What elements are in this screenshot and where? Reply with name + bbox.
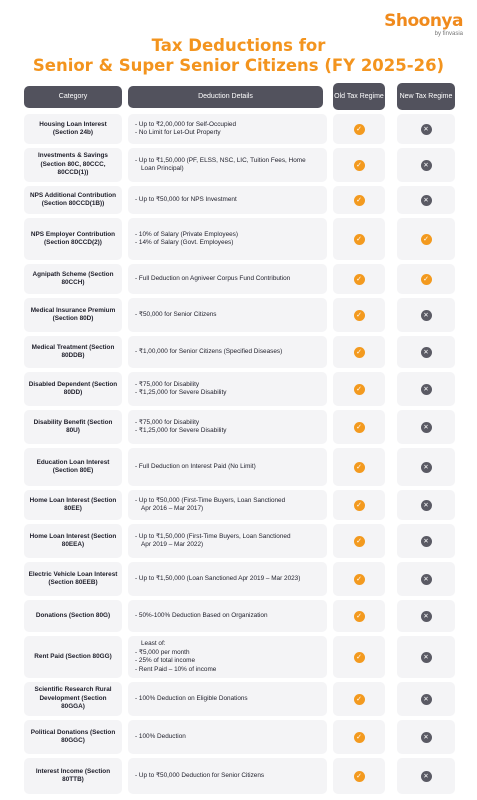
old-regime-status xyxy=(333,524,385,558)
detail-line: - ₹50,000 for Senior Citizens xyxy=(135,310,217,318)
old-regime-status xyxy=(333,720,385,754)
detail-line: - Full Deduction on Agniveer Corpus Fund Contribution xyxy=(135,274,291,282)
row-category: Home Loan Interest (Section 80EE) xyxy=(24,490,122,520)
row-category: NPS Employer Contribution (Section 80CCD(2)) xyxy=(24,218,122,260)
header-category: Category xyxy=(24,86,122,108)
detail-line: - Up to ₹50,000 for NPS Investment xyxy=(135,195,237,203)
detail-line: - 25% of total income xyxy=(135,657,196,664)
row-category: Political Donations (Section 80GGC) xyxy=(24,720,122,754)
row-details xyxy=(128,758,327,794)
header-new-regime: New Tax Regime xyxy=(397,83,455,110)
brand-name: Shoonya xyxy=(384,11,463,31)
brand-tagline: by finvasia xyxy=(434,31,463,37)
check-icon: ✓ xyxy=(354,732,365,743)
new-regime-status xyxy=(397,148,455,182)
detail-line: - 100% Deduction on Eligible Donations xyxy=(135,694,248,702)
cross-icon: ✕ xyxy=(421,384,432,395)
check-icon: ✓ xyxy=(354,124,365,135)
old-regime-status xyxy=(333,298,385,332)
cross-icon: ✕ xyxy=(421,347,432,358)
old-regime-status xyxy=(333,636,385,678)
detail-line: - 50%-100% Deduction Based on Organization xyxy=(135,611,268,619)
check-icon: ✓ xyxy=(354,274,365,285)
new-regime-status xyxy=(397,524,455,558)
detail-line: - ₹5,000 per month xyxy=(135,648,190,656)
detail-line: - Up to ₹1,50,000 (Loan Sanctioned Apr 2019 – Mar 2023) xyxy=(135,574,301,582)
old-regime-status xyxy=(333,410,385,444)
row-category: Medical Insurance Premium (Section 80D) xyxy=(24,298,122,332)
old-regime-status xyxy=(333,490,385,520)
new-regime-status xyxy=(397,448,455,486)
cross-icon: ✕ xyxy=(421,462,432,473)
row-category: Interest Income (Section 80TTB) xyxy=(24,758,122,794)
check-icon: ✓ xyxy=(354,347,365,358)
old-regime-status xyxy=(333,218,385,260)
detail-line: Apr 2016 – Mar 2017) xyxy=(141,505,204,512)
detail-line: - Up to ₹50,000 Deduction for Senior Citizens xyxy=(135,771,265,779)
row-details xyxy=(128,490,327,520)
row-details xyxy=(128,682,327,716)
old-regime-status xyxy=(333,186,385,214)
row-category: Medical Treatment (Section 80DDB) xyxy=(24,336,122,368)
cross-icon: ✕ xyxy=(421,694,432,705)
row-category: Home Loan Interest (Section 80EEA) xyxy=(24,524,122,558)
row-category: NPS Additional Contribution (Section 80CCD(1B)) xyxy=(24,186,122,214)
row-details xyxy=(128,524,327,558)
check-icon: ✓ xyxy=(421,274,432,285)
check-icon: ✓ xyxy=(354,771,365,782)
row-details xyxy=(128,148,327,182)
new-regime-status xyxy=(397,186,455,214)
cross-icon: ✕ xyxy=(421,652,432,663)
new-regime-status xyxy=(397,720,455,754)
cross-icon: ✕ xyxy=(421,500,432,511)
row-details xyxy=(128,562,327,596)
detail-line: - Full Deduction on Interest Paid (No Limit) xyxy=(135,462,256,470)
check-icon: ✓ xyxy=(354,384,365,395)
check-icon: ✓ xyxy=(354,462,365,473)
old-regime-status xyxy=(333,336,385,368)
detail-line: Apr 2019 – Mar 2022) xyxy=(141,541,204,548)
cross-icon: ✕ xyxy=(421,574,432,585)
cross-icon: ✕ xyxy=(421,124,432,135)
old-regime-status xyxy=(333,114,385,144)
detail-line: - 10% of Salary (Private Employees) xyxy=(135,230,238,238)
check-icon: ✓ xyxy=(354,694,365,705)
row-details xyxy=(128,186,327,214)
row-category: Investments & Savings (Section 80C, 80CCC, 80CCD(1)) xyxy=(24,148,122,182)
cross-icon: ✕ xyxy=(421,732,432,743)
cross-icon: ✕ xyxy=(421,771,432,782)
row-category: Disability Benefit (Section 80U) xyxy=(24,410,122,444)
detail-line: - ₹75,000 for Disability xyxy=(135,418,200,426)
cross-icon: ✕ xyxy=(421,195,432,206)
cross-icon: ✕ xyxy=(421,536,432,547)
new-regime-status xyxy=(397,264,455,294)
new-regime-status xyxy=(397,490,455,520)
new-regime-status xyxy=(397,562,455,596)
cross-icon: ✕ xyxy=(421,160,432,171)
header-details: Deduction Details xyxy=(128,86,323,108)
detail-line: - Up to ₹1,50,000 (First-Time Buyers, Loan Sanctioned xyxy=(135,532,291,540)
detail-line: - Up to ₹50,000 (First-Time Buyers, Loan Sanctioned xyxy=(135,496,286,504)
row-details xyxy=(128,264,327,294)
row-category: Scientific Research Rural Development (Section 80GGA) xyxy=(24,682,122,716)
check-icon: ✓ xyxy=(354,310,365,321)
row-details xyxy=(128,448,327,486)
row-category: Housing Loan Interest (Section 24b) xyxy=(24,114,122,144)
old-regime-status xyxy=(333,758,385,794)
row-category: Donations (Section 80G) xyxy=(24,600,122,632)
detail-line: Loan Principal) xyxy=(141,165,184,172)
check-icon: ✓ xyxy=(354,500,365,511)
row-details xyxy=(128,372,327,406)
old-regime-status xyxy=(333,562,385,596)
row-details xyxy=(128,720,327,754)
cross-icon: ✕ xyxy=(421,422,432,433)
detail-line: - ₹1,25,000 for Severe Disability xyxy=(135,389,227,396)
old-regime-status xyxy=(333,372,385,406)
row-category: Agnipath Scheme (Section 80CCH) xyxy=(24,264,122,294)
row-details xyxy=(128,410,327,444)
detail-line: - Up to ₹1,50,000 (PF, ELSS, NSC, LIC, Tuition Fees, Home xyxy=(135,156,306,164)
new-regime-status xyxy=(397,372,455,406)
check-icon: ✓ xyxy=(354,195,365,206)
check-icon: ✓ xyxy=(354,536,365,547)
row-category: Disabled Dependent (Section 80DD) xyxy=(24,372,122,406)
check-icon: ✓ xyxy=(354,574,365,585)
old-regime-status xyxy=(333,264,385,294)
old-regime-status xyxy=(333,682,385,716)
row-category: Education Loan Interest (Section 80E) xyxy=(24,448,122,486)
check-icon: ✓ xyxy=(354,652,365,663)
header-old-regime: Old Tax Regime xyxy=(333,83,385,110)
new-regime-status xyxy=(397,218,455,260)
detail-line: - Up to ₹2,00,000 for Self-Occupied xyxy=(135,120,237,128)
new-regime-status xyxy=(397,682,455,716)
cross-icon: ✕ xyxy=(421,310,432,321)
brand-logo xyxy=(384,12,463,38)
cross-icon: ✕ xyxy=(421,611,432,622)
page-title xyxy=(0,36,477,76)
row-details xyxy=(128,218,327,260)
row-details xyxy=(128,600,327,632)
detail-line: Least of: xyxy=(141,640,166,647)
old-regime-status xyxy=(333,148,385,182)
new-regime-status xyxy=(397,410,455,444)
new-regime-status xyxy=(397,298,455,332)
detail-line: - ₹1,00,000 for Senior Citizens (Specified Diseases) xyxy=(135,347,283,355)
check-icon: ✓ xyxy=(421,234,432,245)
new-regime-status xyxy=(397,336,455,368)
check-icon: ✓ xyxy=(354,611,365,622)
row-details xyxy=(128,336,327,368)
title-line-1: Tax Deductions for xyxy=(151,36,326,55)
detail-line: - ₹1,25,000 for Severe Disability xyxy=(135,427,227,434)
detail-line: - ₹75,000 for Disability xyxy=(135,380,200,388)
row-details xyxy=(128,636,327,678)
detail-line: - 100% Deduction xyxy=(135,732,186,740)
check-icon: ✓ xyxy=(354,160,365,171)
title-line-2: Senior & Super Senior Citizens (FY 2025-26) xyxy=(32,56,445,75)
check-icon: ✓ xyxy=(354,422,365,433)
new-regime-status xyxy=(397,758,455,794)
detail-line: - Rent Paid – 10% of income xyxy=(135,665,217,673)
check-icon: ✓ xyxy=(354,234,365,245)
detail-line: - No Limit for Let-Out Property xyxy=(135,129,221,136)
row-category: Rent Paid (Section 80GG) xyxy=(24,636,122,678)
old-regime-status xyxy=(333,600,385,632)
new-regime-status xyxy=(397,114,455,144)
row-details xyxy=(128,114,327,144)
row-details xyxy=(128,298,327,332)
row-category: Electric Vehicle Loan Interest (Section 80EEB) xyxy=(24,562,122,596)
detail-line: - 14% of Salary (Govt. Employees) xyxy=(135,239,234,246)
new-regime-status xyxy=(397,636,455,678)
old-regime-status xyxy=(333,448,385,486)
new-regime-status xyxy=(397,600,455,632)
